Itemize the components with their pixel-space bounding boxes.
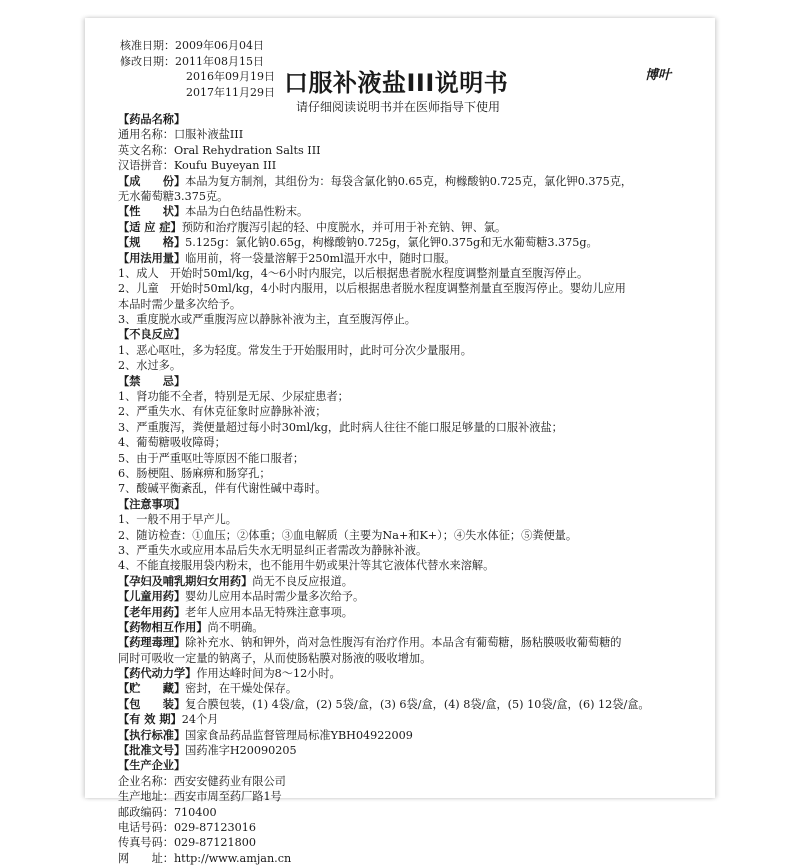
section-label: 【药理毒理】 <box>118 635 186 650</box>
section-text: 国药准字H20090205 <box>185 744 297 758</box>
section-text: 本品为复方制剂，其组份为：每袋含氯化钠0.65克，枸橼酸钠0.725克，氯化钾0.375克， <box>185 174 633 188</box>
section-label: 【不良反应】 <box>118 327 186 342</box>
section-text: 4、葡萄糖吸收障碍； <box>118 436 226 450</box>
section-label: 【孕妇及哺乳期妇女用药】 <box>118 573 253 588</box>
section-label: 【用法用量】 <box>118 250 186 265</box>
text-line <box>118 143 704 158</box>
section-label: 【有 效 期】 <box>118 712 182 727</box>
section-text: 本品为白色结晶性粉末。 <box>185 205 309 219</box>
section-line <box>118 697 704 712</box>
section-line <box>118 605 704 620</box>
section-text: 2、儿童 开始时50ml/kg，4小时内服用，以后根据患者脱水程度调整剂量直至腹泻停止。婴幼儿应用 <box>118 282 626 296</box>
text-line <box>118 127 704 142</box>
section-line <box>118 235 704 250</box>
section-text: 企业名称：西安安健药业有限公司 <box>118 774 286 788</box>
text-line <box>118 297 704 312</box>
section-text: 老年人应用本品无特殊注意事项。 <box>185 605 353 619</box>
section-text: 1、一般不用于早产儿。 <box>118 513 237 527</box>
section-line <box>118 497 704 512</box>
text-line <box>118 389 704 404</box>
section-text: 6、肠梗阻、肠麻痹和肠穿孔； <box>118 466 271 480</box>
section-line <box>118 728 704 743</box>
text-line <box>118 820 704 835</box>
document-title: 口服补液盐III说明书 <box>284 69 509 97</box>
section-text: 网 址：http://www.amjan.cn <box>118 851 292 865</box>
section-text: 5、由于严重呕吐等原因不能口服者； <box>118 451 305 465</box>
section-text: 婴幼儿应用本品时需少量多次给予。 <box>185 590 365 604</box>
revision-date: 2017年11月29日 <box>186 85 275 99</box>
section-line <box>118 743 704 758</box>
section-text: 复合膜包装，(1) 4袋/盒，(2) 5袋/盒，(3) 6袋/盒，(4) 8袋/盒，(5) 10袋/盒，(6) 12袋/盒。 <box>185 697 650 711</box>
section-text: 2、水过多。 <box>118 359 182 373</box>
section-label: 【儿童用药】 <box>118 589 186 604</box>
section-label: 【贮 藏】 <box>118 681 186 696</box>
section-text: 汉语拼音：Koufu Buyeyan III <box>118 159 277 173</box>
text-line <box>118 281 704 296</box>
text-line <box>118 512 704 527</box>
section-label: 【禁 忌】 <box>118 373 186 388</box>
section-line <box>118 681 704 696</box>
section-line <box>118 204 704 219</box>
text-line <box>118 481 704 496</box>
section-line <box>118 174 704 189</box>
section-text: 英文名称：Oral Rehydration Salts III <box>118 143 321 157</box>
section-line <box>118 220 704 235</box>
section-label: 【包 装】 <box>118 696 186 711</box>
section-text: 3、重度脱水或严重腹泻应以静脉补液为主，直至腹泻停止。 <box>118 313 416 327</box>
section-text: 3、严重失水或应用本品后失水无明显纠正者需改为静脉补液。 <box>118 543 428 557</box>
text-line <box>118 835 704 850</box>
section-text: 4、不能直接服用袋内粉末，也不能用牛奶或果汁等其它液体代替水来溶解。 <box>118 559 495 573</box>
section-text: 电话号码：029-87123016 <box>118 820 257 834</box>
document-subtitle: 请仔细阅读说明书并在医师指导下使用 <box>296 100 501 114</box>
section-text: 传真号码：029-87121800 <box>118 836 257 850</box>
text-line <box>118 466 704 481</box>
text-line <box>118 528 704 543</box>
section-text: 临用前，将一袋量溶解于250ml温开水中，随时口服。 <box>185 251 456 265</box>
section-label: 【成 份】 <box>118 173 186 188</box>
section-label: 【规 格】 <box>118 235 186 250</box>
text-line <box>118 435 704 450</box>
revision-date: 2016年09月19日 <box>186 70 275 83</box>
section-text: 1、肾功能不全者，特别是无尿、少尿症患者； <box>118 390 349 404</box>
section-line <box>118 758 704 773</box>
approval-date: 核准日期：2009年06月04日 <box>120 39 264 52</box>
text-line <box>118 312 704 327</box>
section-line <box>118 112 704 127</box>
section-line <box>118 374 704 389</box>
section-text: 5.125g：氯化钠0.65g，枸橼酸钠0.725g，氯化钾0.375g和无水葡萄糖3.375g。 <box>185 236 598 250</box>
section-label: 【药代动力学】 <box>118 666 197 681</box>
leaflet-body <box>118 112 704 866</box>
text-line <box>118 343 704 358</box>
section-text: 24个月 <box>181 713 219 727</box>
section-label: 【适 应 症】 <box>118 219 182 234</box>
text-line <box>118 404 704 419</box>
section-text: 2、随访检查：①血压；②体重；③血电解质（主要为Na+和K+）；④失水体征；⑤粪便量。 <box>118 528 578 542</box>
section-label: 【执行标准】 <box>118 727 186 742</box>
section-label: 【老年用药】 <box>118 604 186 619</box>
section-line <box>118 251 704 266</box>
section-text: 密封，在干燥处保存。 <box>185 682 298 696</box>
section-label: 【生产企业】 <box>118 758 186 773</box>
text-line <box>118 358 704 373</box>
text-line <box>118 158 704 173</box>
section-text: 1、成人 开始时50ml/kg，4～6小时内服完，以后根据患者脱水程度调整剂量直至腹泻停止。 <box>118 266 589 280</box>
text-line <box>118 651 704 666</box>
section-label: 【药物相互作用】 <box>118 619 208 634</box>
section-text: 尚不明确。 <box>207 620 264 634</box>
section-label: 【药品名称】 <box>118 112 186 126</box>
section-text: 预防和治疗腹泻引起的轻、中度脱水，并可用于补充钠、钾、氯。 <box>181 220 507 234</box>
brand-logo: 博叶 <box>645 68 672 83</box>
text-line <box>118 558 704 573</box>
section-label: 【注意事项】 <box>118 496 186 511</box>
section-line <box>118 589 704 604</box>
section-text: 1、恶心呕吐，多为轻度。常发生于开始服用时，此时可分次少量服用。 <box>118 343 472 357</box>
section-text: 除补充水、钠和钾外，尚对急性腹泻有治疗作用。本品含有葡萄糖，肠粘膜吸收葡萄糖的 <box>185 636 622 650</box>
text-line <box>118 451 704 466</box>
section-line <box>118 574 704 589</box>
section-text: 同时可吸收一定量的钠离子，从而使肠粘膜对肠液的吸收增加。 <box>118 651 432 665</box>
section-text: 邮政编码：710400 <box>118 805 217 819</box>
section-label: 【性 状】 <box>118 204 186 219</box>
section-text: 尚无不良反应报道。 <box>252 574 353 588</box>
revision-dates <box>120 38 275 100</box>
text-line <box>118 774 704 789</box>
text-line <box>118 543 704 558</box>
section-text: 本品时需少量多次给予。 <box>118 297 242 311</box>
text-line <box>118 789 704 804</box>
section-text: 生产地址：西安市周至药厂路1号 <box>118 790 282 804</box>
section-text: 通用名称：口服补液盐III <box>118 128 244 142</box>
revision-date: 修改日期：2011年08月15日 <box>120 54 264 68</box>
text-line <box>118 805 704 820</box>
section-text: 作用达峰时间为8～12小时。 <box>196 667 341 681</box>
section-text: 2、严重失水、有休克征象时应静脉补液； <box>118 405 327 419</box>
section-text: 无水葡萄糖3.375克。 <box>118 189 229 203</box>
text-line <box>118 851 704 866</box>
section-text: 3、严重腹泻，粪便量超过每小时30ml/kg，此时病人往往不能口服足够量的口服补液盐； <box>118 420 563 434</box>
text-line <box>118 266 704 281</box>
section-text: 7、酸碱平衡紊乱，伴有代谢性碱中毒时。 <box>118 482 327 496</box>
section-line <box>118 666 704 681</box>
text-line <box>118 189 704 204</box>
section-line <box>118 620 704 635</box>
section-line <box>118 327 704 342</box>
section-text: 国家食品药品监督管理局标准YBH04922009 <box>185 728 413 742</box>
section-line <box>118 635 704 650</box>
section-label: 【批准文号】 <box>118 743 186 758</box>
section-line <box>118 712 704 727</box>
text-line <box>118 420 704 435</box>
